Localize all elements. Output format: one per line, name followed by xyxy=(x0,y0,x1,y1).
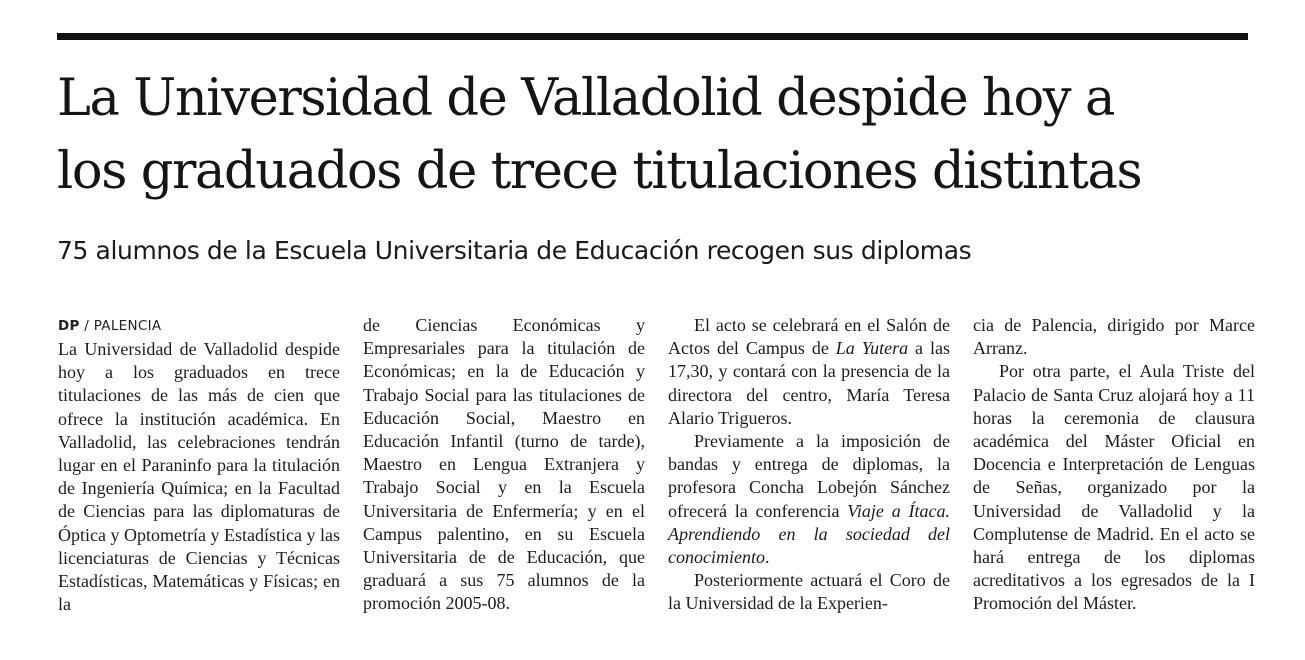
paragraph-5: Por otra parte, el Aula Triste del Palacio de Santa Cruz alojará hoy a 11 horas la ceremonia de clausura académica del Máster Oficial en Docencia e Interpretación de Lenguas de Señas, organizado por la Universidad de Valladolid y la Complutense de Madrid. En el acto se hará entrega de los diplomas acreditativos a los egresados de la I Promoción del Máster. xyxy=(973,361,1255,614)
headline-line-1: La Universidad de Valladolid despide hoy a xyxy=(57,69,1115,128)
article-column-4 xyxy=(973,314,1255,616)
byline xyxy=(58,316,340,337)
paragraph-3-text-a: Previamente a la imposición de bandas y entrega de diplomas, la profesora Concha Lobejón Sánchez ofrecerá la conferencia xyxy=(668,431,950,521)
paragraph-1: La Universidad de Valladolid despide hoy a los graduados en trece titulaciones de las más de cien que ofrece la institución académica. En Valladolid, las celebraciones tendrán lugar en el Paraninfo para la titulación de Ingeniería Química; en la Facultad de Ciencias para las diplomaturas de Óptica y Optometría y Estadística y las licenciaturas de Ciencias y Técnicas Estadísticas, Matemáticas y Físicas; en la xyxy=(58,339,340,615)
paragraph-2-text-b: a las 17,30, y contará con la presencia de la directora del centro, María Teresa Alario Trigueros. xyxy=(668,338,950,428)
article-column-1 xyxy=(58,316,340,616)
paragraph-3 xyxy=(668,430,950,569)
paragraph-3-italic: Viaje a Ítaca. Aprendiendo en la sociedad del conocimiento xyxy=(668,500,950,568)
paragraph-2-text-a: El acto se celebrará en el Salón de Actos del Campus de xyxy=(668,315,950,359)
paragraph-2 xyxy=(668,314,950,430)
paragraph-3-text-b: . xyxy=(764,547,770,568)
headline-line-2: los graduados de trece titulaciones distintas xyxy=(57,142,1142,201)
top-rule xyxy=(57,33,1248,40)
subheadline: 75 alumnos de la Escuela Universitaria de Educación recogen sus diplomas xyxy=(57,236,972,265)
byline-separator: / xyxy=(79,318,94,334)
article-column-3 xyxy=(668,314,950,616)
paragraph-2-italic: La Yutera xyxy=(835,338,909,359)
article-column-2 xyxy=(363,314,645,616)
paragraph-4-continued: cia de Palencia, dirigido por Marce Arranz. xyxy=(973,315,1255,359)
byline-location: PALENCIA xyxy=(93,318,162,334)
paragraph-4: Posteriormente actuará el Coro de la Universidad de la Experien- xyxy=(668,570,950,614)
byline-agency: DP xyxy=(58,318,80,334)
paragraph-1-continued: de Ciencias Económicas y Empresariales para la titulación de Económicas; en la de Educación y Trabajo Social para las titulaciones de Educación Social, Maestro en Educación Infantil (turno de tarde), Maestro en Lengua Extranjera y Trabajo Social y en la Escuela Universitaria de Enfermería; y en el Campus palentino, en su Escuela Universitaria de de Educación, que graduará a sus 75 alumnos de la promoción 2005-08. xyxy=(363,315,645,614)
headline xyxy=(57,62,1257,208)
